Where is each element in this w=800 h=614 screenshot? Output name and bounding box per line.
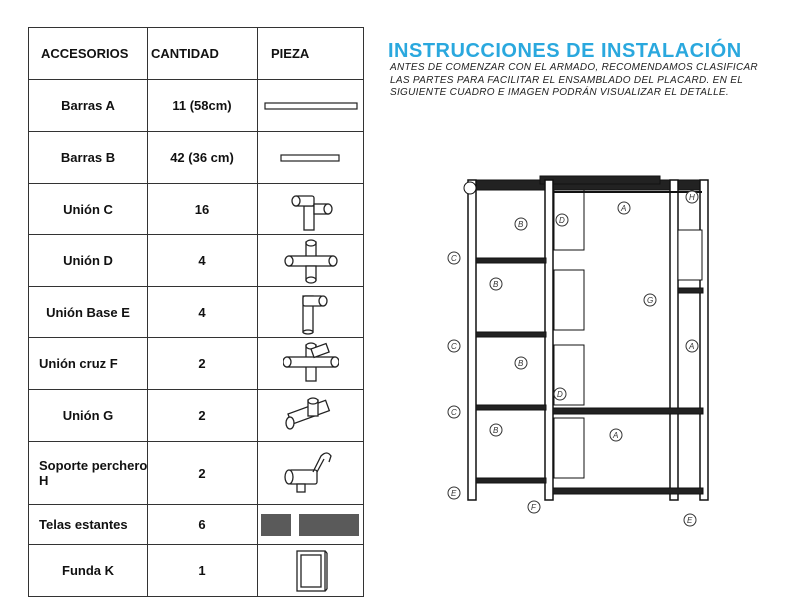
- hanger-support-h-icon: [257, 442, 365, 504]
- label-b: B: [493, 280, 499, 289]
- label-g: G: [647, 296, 654, 305]
- table-header: [29, 28, 363, 80]
- long-bar-icon: [257, 80, 365, 131]
- table-row: [29, 80, 363, 132]
- accessory-name: Barras A: [61, 98, 115, 113]
- instructions-title: INSTRUCCIONES DE INSTALACIÓN: [388, 40, 742, 62]
- table-row: [29, 338, 363, 390]
- accessory-name: Telas estantes: [39, 517, 128, 532]
- cross-connector-f-icon: [257, 338, 365, 389]
- table-row: [29, 184, 363, 235]
- accessory-quantity: 4: [198, 304, 206, 320]
- header-piece: PIEZA: [271, 46, 310, 61]
- accessory-name: Unión cruz F: [39, 356, 118, 371]
- label-a: A: [613, 431, 619, 440]
- accessory-name: Barras B: [60, 150, 116, 165]
- label-a: A: [689, 342, 695, 351]
- label-e: E: [451, 489, 457, 498]
- accessory-quantity: 2: [198, 408, 206, 423]
- label-c: C: [451, 254, 457, 263]
- accessory-quantity: 6: [198, 517, 206, 532]
- label-b: B: [518, 220, 524, 229]
- label-f: F: [531, 503, 536, 512]
- accessory-name: Unión D: [63, 253, 113, 268]
- short-bar-icon: [257, 132, 365, 183]
- accessory-name: Funda K: [62, 563, 114, 578]
- parts-table: [28, 27, 364, 597]
- table-row: [29, 235, 363, 287]
- label-c: C: [451, 342, 457, 351]
- accessory-quantity: 2: [198, 465, 206, 481]
- accessory-quantity: 1: [198, 563, 206, 578]
- connector-c-icon: [257, 184, 365, 234]
- base-connector-e-icon: [257, 287, 365, 337]
- label-d: D: [559, 216, 565, 225]
- table-row: [29, 545, 363, 596]
- table-row: [29, 287, 363, 338]
- accessory-name: Unión G: [62, 408, 114, 423]
- shelf-fabric-icon: [257, 505, 365, 544]
- table-row: [29, 390, 363, 442]
- label-e: E: [687, 516, 693, 525]
- label-b: B: [493, 426, 499, 435]
- label-d: D: [557, 390, 563, 399]
- instructions-text: ANTES DE COMENZAR CON EL ARMADO, RECOMENDAMOS CLASIFICAR LAS PARTES PARA FACILITAR EL ENSAMBLADO DEL PLACARD. EN EL SIGUIENTE CUADRO E IMAGEN PODRÁN VISUALIZAR EL DETALLE.: [390, 62, 758, 98]
- cover-k-icon: [257, 545, 365, 596]
- table-row: [29, 442, 363, 505]
- table-row: [29, 132, 363, 184]
- accessory-quantity: 2: [198, 356, 206, 371]
- label-a: A: [621, 204, 627, 213]
- label-c: C: [451, 408, 457, 417]
- header-accessories: ACCESORIOS: [41, 46, 129, 61]
- connector-d-icon: [257, 235, 365, 286]
- accessory-quantity: 11 (58cm): [172, 98, 232, 113]
- wardrobe-assembly-diagram: [440, 150, 730, 530]
- table-row: [29, 505, 363, 545]
- accessory-name: Unión C: [63, 201, 113, 217]
- label-b: B: [518, 359, 524, 368]
- accessory-quantity: 42 (36 cm): [170, 150, 234, 165]
- t-connector-g-icon: [257, 390, 365, 441]
- accessory-quantity: 4: [198, 253, 206, 268]
- accessory-quantity: 16: [194, 201, 210, 217]
- accessory-name: Unión Base E: [46, 304, 130, 320]
- header-quantity: CANTIDAD: [151, 46, 219, 61]
- label-h: H: [689, 193, 695, 202]
- accessory-name: Soporte perchero H: [39, 458, 148, 488]
